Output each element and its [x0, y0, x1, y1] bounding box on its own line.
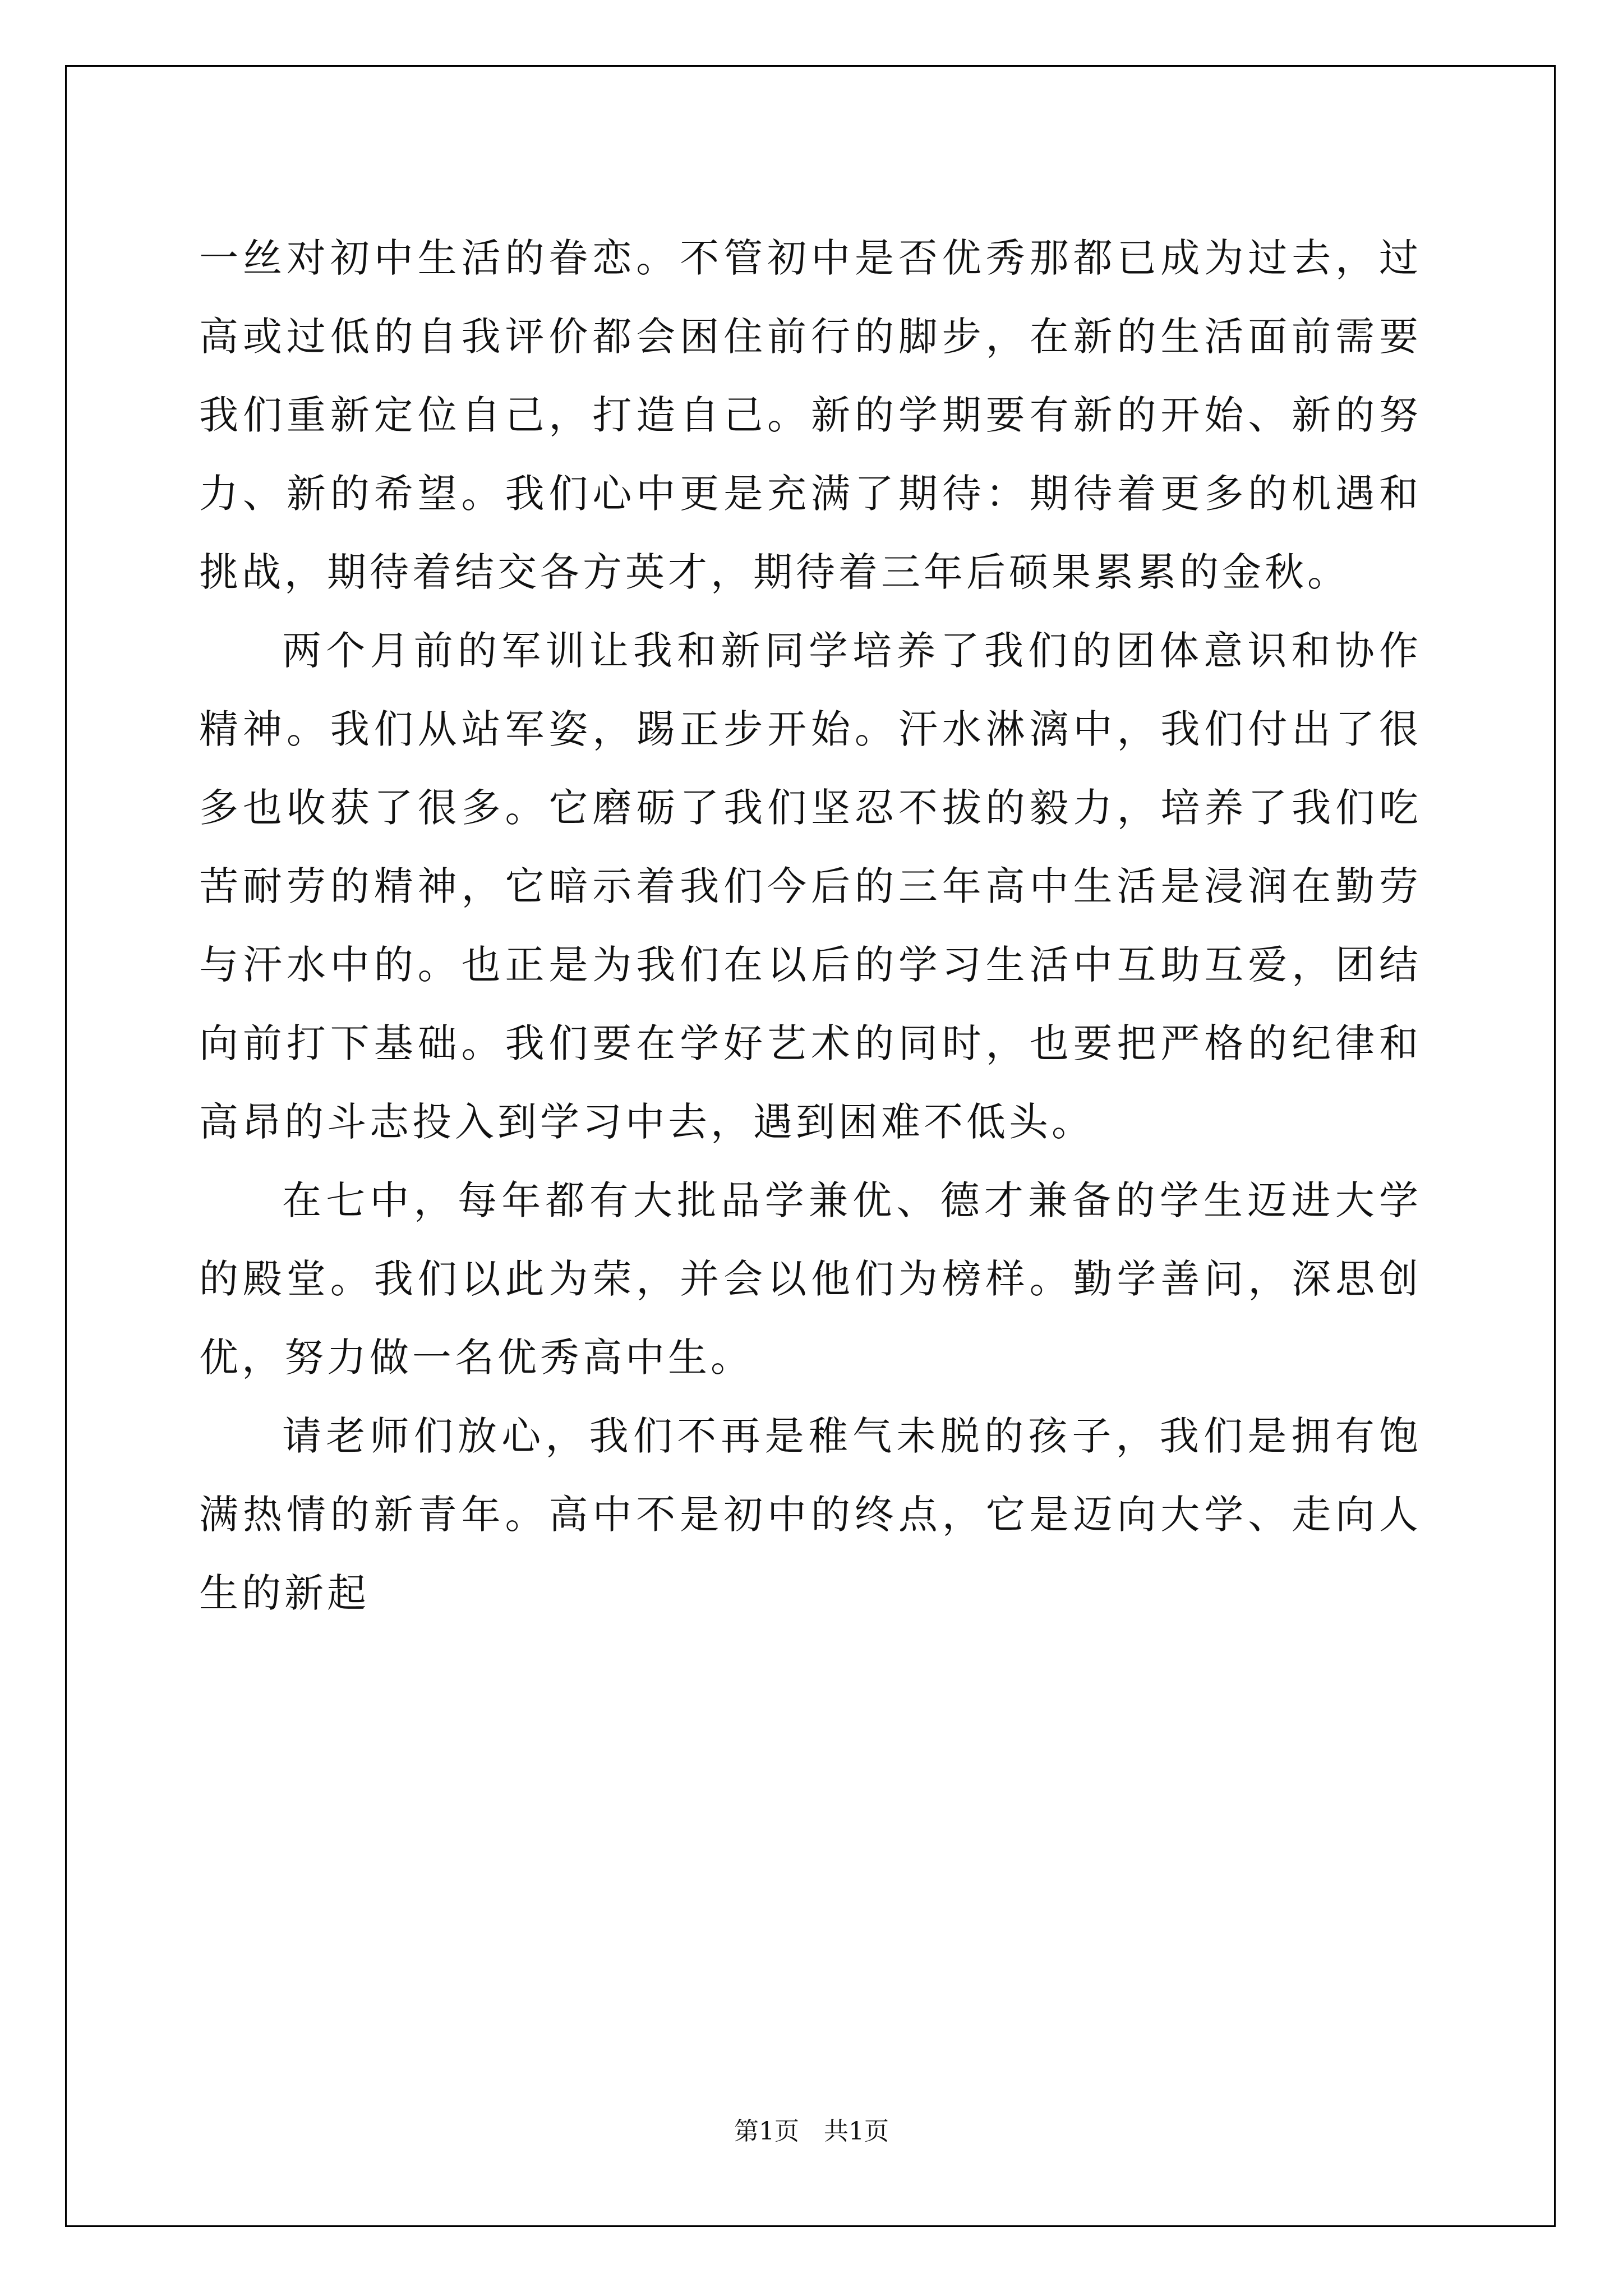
document-body	[199, 219, 1422, 1632]
paragraph-3: 在七中，每年都有大批品学兼优、德才兼备的学生迈进大学的殿堂。我们以此为荣，并会以他们为榜样。勤学善问，深思创优，努力做一名优秀高中生。	[199, 1177, 1422, 1381]
page-number-footer: 第1页 共1页	[734, 2117, 889, 2146]
paragraph-4: 请老师们放心，我们不再是稚气未脱的孩子，我们是拥有饱满热情的新青年。高中不是初中的终点，它是迈向大学、走向人生的新起	[199, 1413, 1422, 1616]
paragraph-2: 两个月前的军训让我和新同学培养了我们的团体意识和协作精神。我们从站军姿，踢正步开始。汗水淋漓中，我们付出了很多也收获了很多。它磨砺了我们坚忍不拔的毅力，培养了我们吃苦耐劳的精神，它暗示着我们今后的三年高中生活是浸润在勤劳与汗水中的。也正是为我们在以后的学习生活中互助互爱，团结向前打下基础。我们要在学好艺术的同时，也要把严格的纪律和高昂的斗志投入到学习中去，遇到困难不低头。	[199, 628, 1422, 1145]
paragraph-1: 一丝对初中生活的眷恋。不管初中是否优秀那都已成为过去，过高或过低的自我评价都会困住前行的脚步，在新的生活面前需要我们重新定位自己，打造自己。新的学期要有新的开始、新的努力、新的希望。我们心中更是充满了期待：期待着更多的机遇和挑战，期待着结交各方英才，期待着三年后硕果累累的金秋。	[199, 235, 1422, 595]
